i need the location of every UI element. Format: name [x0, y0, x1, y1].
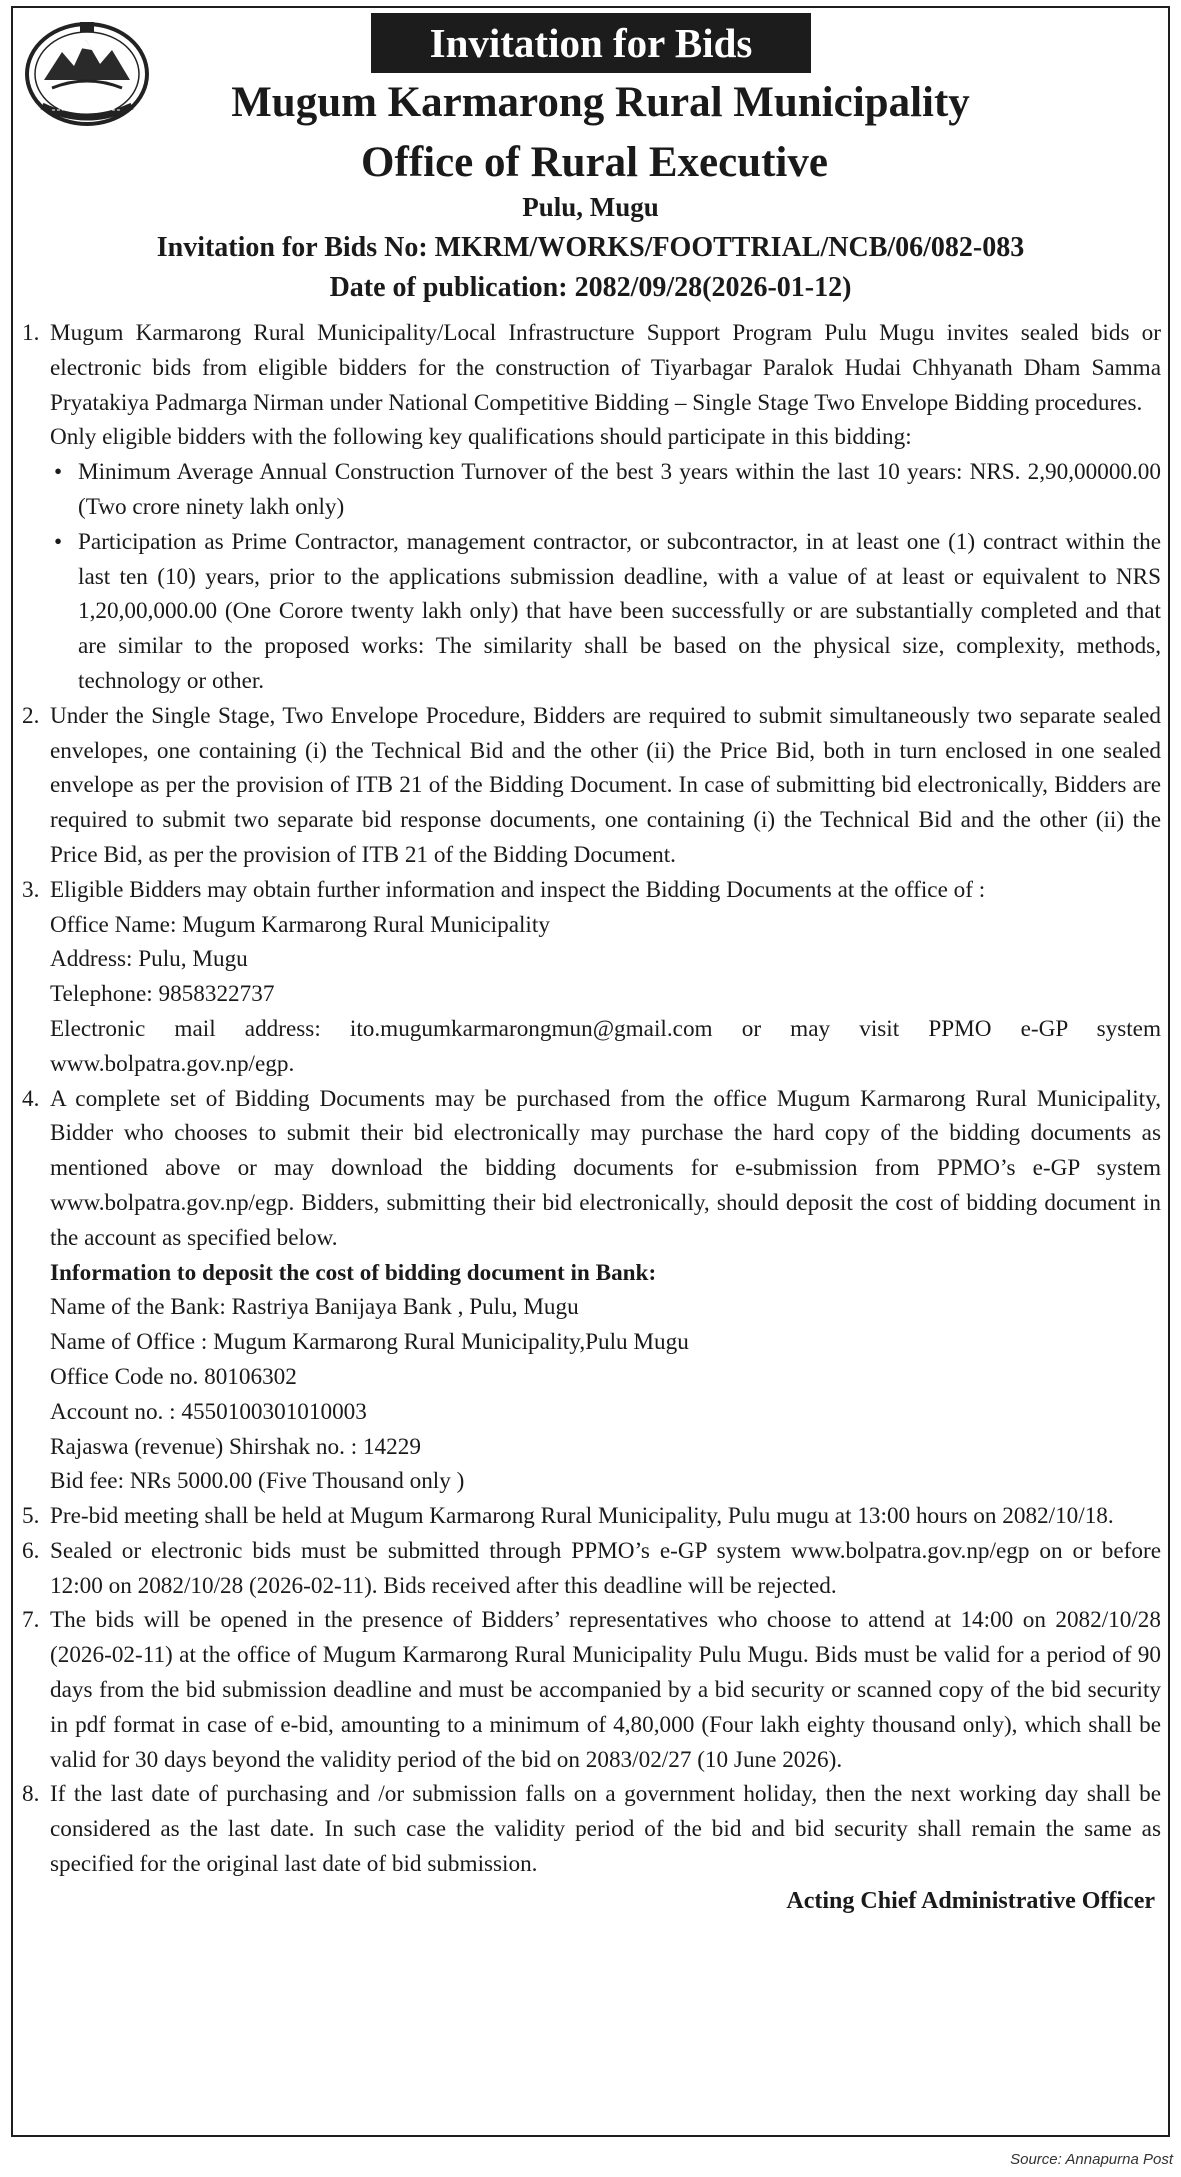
- municipality-name: Mugum Karmarong Rural Municipality: [231, 79, 970, 126]
- office-name: Office of Rural Executive: [361, 139, 828, 186]
- banner-title: Invitation for Bids: [371, 13, 811, 73]
- item-number: 4.: [22, 1085, 40, 1112]
- bullet-icon: •: [54, 528, 63, 555]
- item-text: If the last date of purchasing and /or submission falls on a government holiday, then the next working day shall be considered as the last date. In such case the validity period of the bid and bid security shall remain the same as specified for the original last date of bid submission.: [50, 1781, 1161, 1878]
- list-item: [22, 1499, 1161, 1534]
- list-item: [22, 316, 1161, 699]
- item-number: 2.: [22, 702, 40, 729]
- bullet-text: Minimum Average Annual Construction Turnover of the best 3 years within the last 10 years: NRS. 2,90,00000.00 (Two crore ninety lakh only): [78, 459, 1161, 520]
- item-text: Sealed or electronic bids must be submitted through PPMO’s e-GP system www.bolpatra.gov.np/egp on or before 12:00 on 2082/10/28 (2026-02-11). Bids received after this deadline will be rejected.: [50, 1537, 1161, 1599]
- office-name-line: Office Name: Mugum Karmarong Rural Municipality: [50, 911, 550, 938]
- bid-fee: Bid fee: NRs 5000.00 (Five Thousand only ): [50, 1468, 465, 1495]
- address-line: Address: Pulu, Mugu: [50, 946, 248, 973]
- source-credit: Source: Annapurna Post: [1010, 2151, 1173, 2168]
- publication-date: Date of publication: 2082/09/28(2026-01-12): [329, 272, 852, 303]
- item-number: 8.: [22, 1781, 40, 1808]
- bid-number: Invitation for Bids No: MKRM/WORKS/FOOTTRIAL/NCB/06/082-083: [156, 232, 1025, 263]
- location: Pulu, Mugu: [522, 192, 659, 222]
- bullet-text: Participation as Prime Contractor, management contractor, or subcontractor, in at least one (1) contract within the last ten (10) years, prior to the applications submission deadline, with a value of at least or equivalent to NRS 1,20,00,000.00 (One Corore twenty lakh only) that have been successfully or are substantially completed and that are similar to the proposed works: The similarity shall be based on the physical size, complexity, methods, technology or other.: [78, 528, 1161, 694]
- item-text: Mugum Karmarong Rural Municipality/Local Infrastructure Support Program Pulu Mugu invites sealed bids or electronic bids from eligible bidders for the construction of Tiyarbagar Paralok Hudai Chhyanath Dham Samma Pryatakiya Padmarga Nirman under National Competitive Bidding – Single Stage Two Envelope Bidding procedures.: [50, 320, 1161, 416]
- bank-heading: Information to deposit the cost of bidding document in Bank:: [50, 1259, 657, 1286]
- list-item: [22, 699, 1161, 873]
- bank-office-name: Name of Office : Mugum Karmarong Rural Municipality,Pulu Mugu: [50, 1329, 689, 1356]
- item-text: A complete set of Bidding Documents may be purchased from the office Mugum Karmarong Rural Municipality, Bidder who chooses to submit their bid electronically may purchase the hard copy of the bidding documents as mentioned above or may download the bidding documents for e-submission from PPMO’s e-GP system www.bolpatra.gov.np/egp. Bidders, submitting their bid electronically, should deposit the cost of bidding document in the account as specified below.: [50, 1085, 1161, 1251]
- item-number: 3.: [22, 876, 40, 903]
- list-item: [22, 873, 1161, 1082]
- telephone-line: Telephone: 9858322737: [50, 981, 275, 1008]
- signature: Acting Chief Administrative Officer: [786, 1887, 1155, 1914]
- item-text: Under the Single Stage, Two Envelope Procedure, Bidders are required to submit simultaneously two separate sealed envelopes, one containing (i) the Technical Bid and the other (ii) the Price Bid, both in turn enclosed in one sealed envelope as per the provision of ITB 21 of the Bidding Document. In case of submitting bid electronically, Bidders are required to submit two separate bid response documents, one containing (i) the Technical Bid and the other (ii) the Price Bid, as per the provision of ITB 21 of the Bidding Document.: [50, 702, 1161, 868]
- list-item: [22, 1603, 1161, 1777]
- revenue-code: Rajaswa (revenue) Shirshak no. : 14229: [50, 1433, 421, 1460]
- item-number: 7.: [22, 1607, 40, 1634]
- list-item: [22, 1082, 1161, 1500]
- notice-body: [22, 316, 1161, 1919]
- list-item: [22, 1777, 1161, 1881]
- bullet-item: [50, 455, 1161, 525]
- item-number: 5.: [22, 1503, 40, 1530]
- bullet-icon: •: [54, 459, 63, 486]
- item-text: Eligible Bidders may obtain further information and inspect the Bidding Documents at the office of :: [50, 876, 986, 903]
- bank-name: Name of the Bank: Rastriya Banijaya Bank , Pulu, Mugu: [50, 1294, 579, 1321]
- email-line: Electronic mail address: ito.mugumkarmarongmun@gmail.com or may visit PPMO e-GP system www.bolpatra.gov.np/egp.: [50, 1015, 1161, 1077]
- item-text: The bids will be opened in the presence of Bidders’ representatives who choose to attend at 14:00 on 2082/10/28 (2026-02-11) at the office of Mugum Karmarong Rural Municipality Pulu Mugu. Bids must be valid for a period of 90 days from the bid submission deadline and must be accompanied by a bid security or scanned copy of the bid security in pdf format in case of e-bid, amounting to a minimum of 4,80,000 (Four lakh eighty thousand only), which shall be valid for 30 days beyond the validity period of the bid on 2083/02/27 (10 June 2026).: [50, 1607, 1161, 1773]
- list-item: [22, 1534, 1161, 1604]
- item-text: Pre-bid meeting shall be held at Mugum Karmarong Rural Municipality, Pulu mugu at 13:00 hours on 2082/10/18.: [50, 1503, 1114, 1530]
- account-number: Account no. : 4550100301010003: [50, 1398, 367, 1425]
- bullet-item: [50, 525, 1161, 699]
- qualification-intro: Only eligible bidders with the following key qualifications should participate in this bidding:: [50, 424, 912, 451]
- item-number: 6.: [22, 1537, 40, 1564]
- office-code: Office Code no. 80106302: [50, 1363, 297, 1390]
- item-number: 1.: [22, 320, 40, 346]
